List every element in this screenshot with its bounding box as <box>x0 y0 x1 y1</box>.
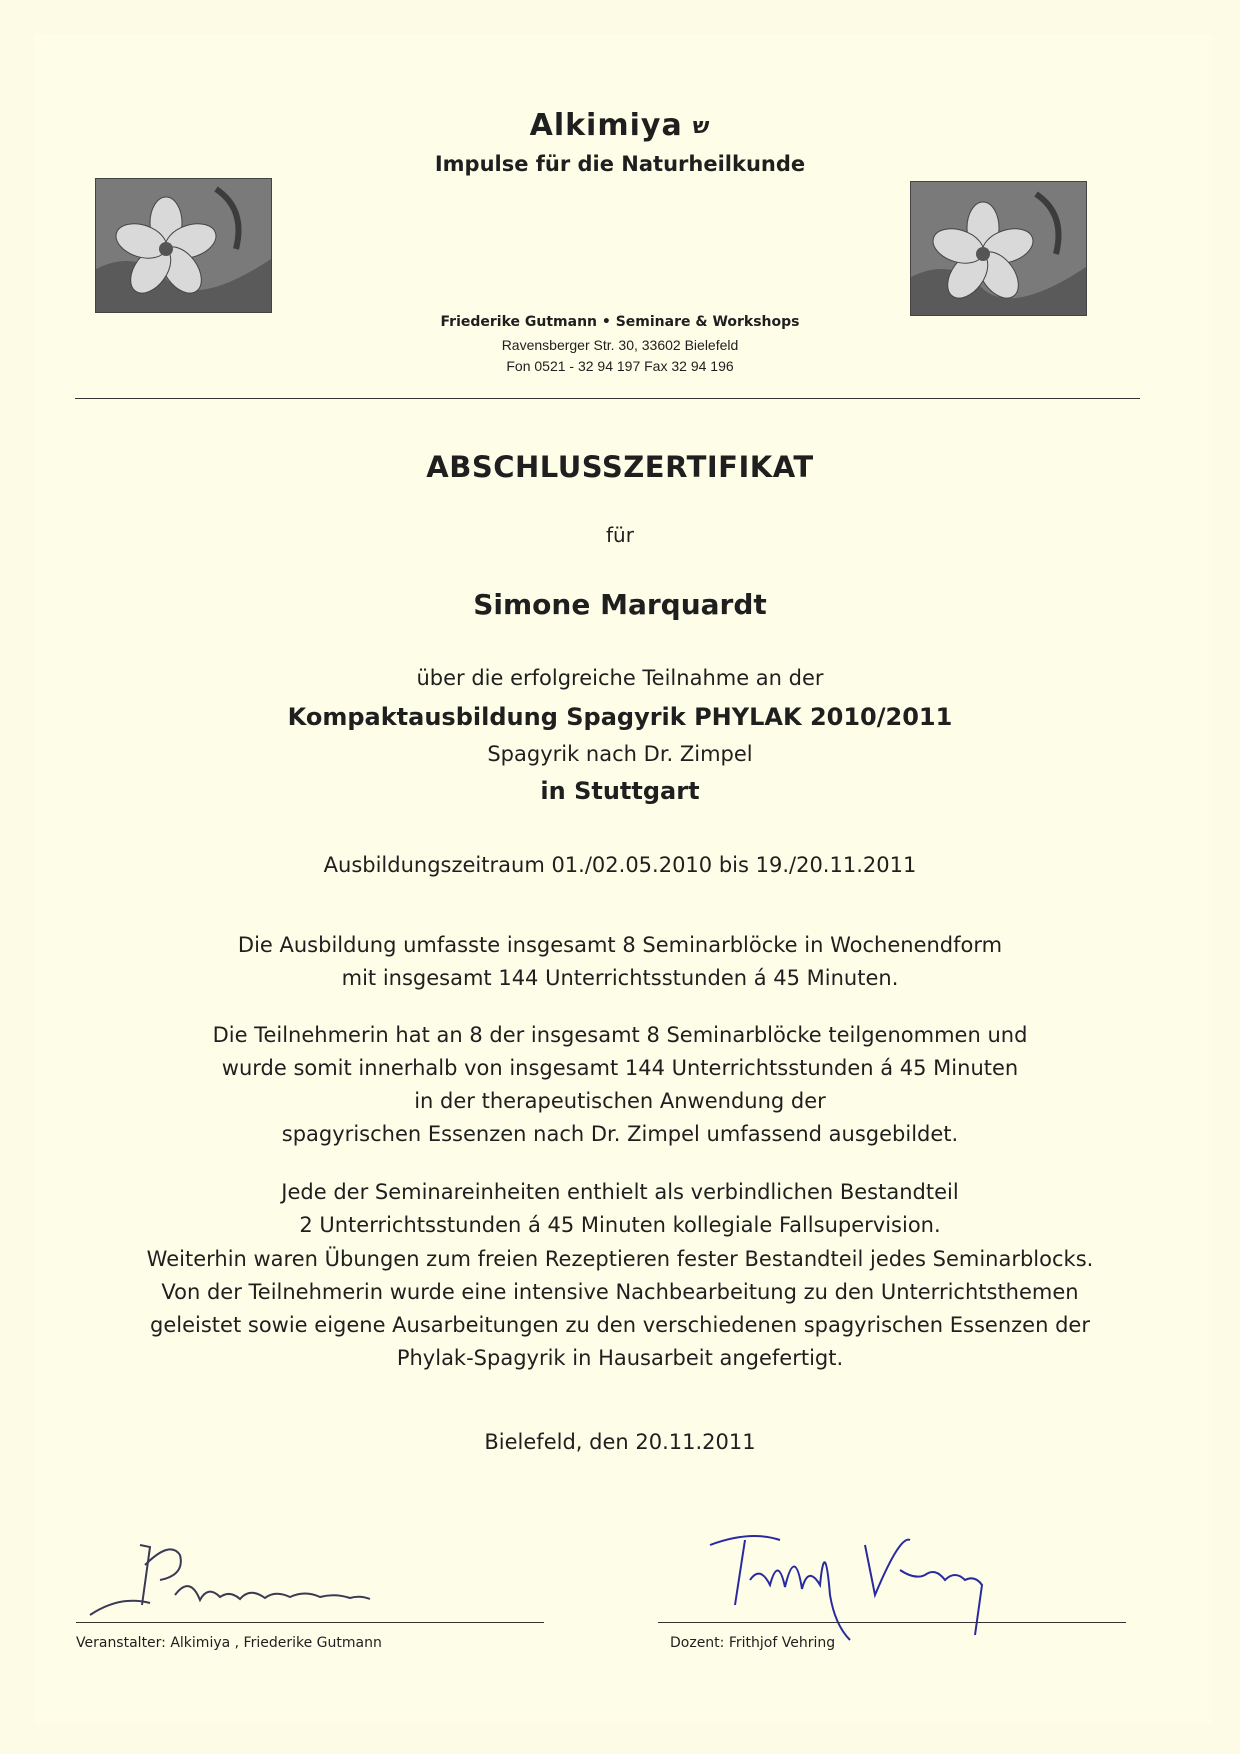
paragraph-line: in der therapeutischen Anwendung der <box>414 1089 826 1113</box>
organizer-signature-line <box>76 1622 544 1623</box>
paragraph-line: mit insgesamt 144 Unterrichtsstunden á 45 Minuten. <box>341 966 899 990</box>
place-date: Bielefeld, den 20.11.2011 <box>484 1430 756 1454</box>
brand-logo-mark: ש <box>692 114 711 139</box>
recipient-name: Simone Marquardt <box>473 588 767 621</box>
organizer-line: Friederike Gutmann • Seminare & Workshops <box>440 314 800 330</box>
brand-title <box>0 108 1240 143</box>
mallow-flower-photo-icon <box>95 178 272 313</box>
paragraph-line: Jede der Seminareinheiten enthielt als verbindlichen Bestandteil <box>281 1180 959 1204</box>
header-divider <box>75 398 1140 399</box>
certificate-title: ABSCHLUSSZERTIFIKAT <box>426 450 814 484</box>
paragraph-line: Die Ausbildung umfasste insgesamt 8 Seminarblöcke in Wochenendform <box>237 933 1003 957</box>
contact-line: Fon 0521 - 32 94 197 Fax 32 94 196 <box>506 358 734 374</box>
location-line: in Stuttgart <box>540 777 700 805</box>
course-name: Kompaktausbildung Spagyrik PHYLAK 2010/2011 <box>287 703 953 731</box>
paragraph-line: Von der Teilnehmerin wurde eine intensive Nachbearbeitung zu den Unterrichtsthemen <box>161 1280 1079 1304</box>
paragraph-line: Phylak-Spagyrik in Hausarbeit angefertigt. <box>396 1346 844 1370</box>
period-line: Ausbildungszeitraum 01./02.05.2010 bis 19./20.11.2011 <box>323 853 917 877</box>
paragraph-line: spagyrischen Essenzen nach Dr. Zimpel umfassend ausgebildet. <box>281 1122 959 1146</box>
address-line: Ravensberger Str. 30, 33602 Bielefeld <box>501 337 739 353</box>
for-label: für <box>606 523 634 547</box>
brand-name: Alkimiya <box>529 108 683 143</box>
paragraph-line: 2 Unterrichtsstunden á 45 Minuten kollegiale Fallsupervision. <box>299 1213 941 1237</box>
paragraph-line: geleistet sowie eigene Ausarbeitungen zu den verschiedenen spagyrischen Essenzen der <box>150 1313 1090 1337</box>
organizer-signature <box>80 1535 400 1625</box>
brand-tagline: Impulse für die Naturheilkunde <box>434 152 806 176</box>
lecturer-signature <box>690 1525 990 1645</box>
paragraph-line: Die Teilnehmerin hat an 8 der insgesamt 8 Seminarblöcke teilgenommen und <box>212 1023 1028 1047</box>
lecturer-caption: Dozent: Frithjof Vehring <box>670 1635 836 1651</box>
intro-line: über die erfolgreiche Teilnahme an der <box>416 666 824 690</box>
mallow-flower-photo-icon <box>910 181 1087 316</box>
lecturer-signature-line <box>658 1622 1126 1623</box>
paragraph-line: Weiterhin waren Übungen zum freien Rezeptieren fester Bestandteil jedes Seminarblocks. <box>146 1247 1094 1271</box>
paragraph-line: wurde somit innerhalb von insgesamt 144 Unterrichtsstunden á 45 Minuten <box>221 1056 1019 1080</box>
organizer-caption: Veranstalter: Alkimiya , Friederike Gutmann <box>76 1635 382 1651</box>
method-line: Spagyrik nach Dr. Zimpel <box>487 742 753 766</box>
